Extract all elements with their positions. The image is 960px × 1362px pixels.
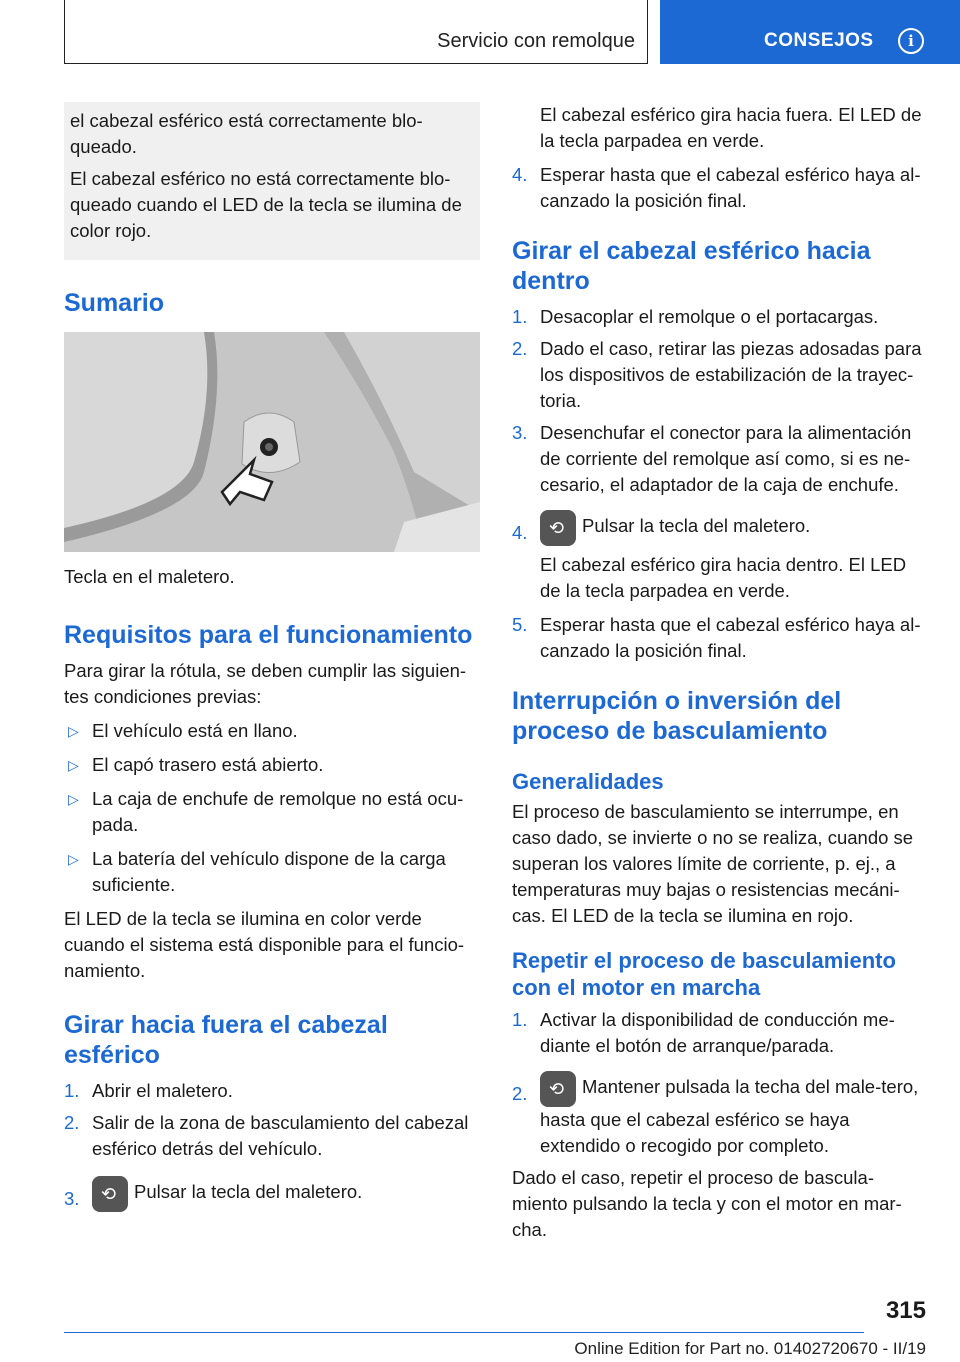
list-item: ▷ La caja de enchufe de remolque no está ocu-pada.	[68, 788, 464, 835]
step-item: 2. ⟲ Mantener pulsada la techa del male-tero, hasta que el cabezal esférico se haya extendido o recogido por completo.	[512, 1071, 928, 1159]
trunk-button-photo	[64, 332, 480, 552]
right-column	[512, 102, 928, 1251]
repetir-after-text: Dado el caso, repetir el proceso de bascula-miento pulsando la tecla y con el motor en mar-cha.	[512, 1167, 902, 1240]
continued-text: El cabezal esférico gira hacia fuera. El LED de la tecla parpadea en verde.	[540, 104, 922, 151]
list-item: ▷ La batería del vehículo dispone de la carga suficiente.	[68, 848, 446, 895]
generalidades-text: El proceso de basculamiento se interrumpe, en caso dado, se invierte o no se realiza, cuando se superan los valores límite de corriente, p. ej., a temperaturas muy bajas o resistencias mecáni-cas. El LED de la tecla se ilumina en rojo.	[512, 801, 914, 926]
step-result: El cabezal esférico gira hacia dentro. El LED de la tecla parpadea en verde.	[540, 554, 907, 601]
header-tab[interactable]	[660, 0, 960, 64]
list-item: ▷ El vehículo está en llano.	[64, 718, 480, 744]
triangle-bullet-icon: ▷	[68, 757, 79, 773]
header-tab-label: CONSEJOS	[764, 30, 874, 51]
heading-generalidades: Generalidades	[512, 769, 664, 794]
heading-interrupcion: Interrupción o inversión del proceso de basculamiento	[512, 687, 842, 745]
triangle-bullet-icon: ▷	[68, 851, 79, 867]
edition-text: Online Edition for Part no. 01402720670 - II/19	[574, 1339, 926, 1358]
note-paragraph: El cabezal esférico no está correctamente blo-queado cuando el LED de la tecla se ilumina de color rojo.	[70, 168, 462, 241]
step-item: 1. Activar la disponibilidad de conducción me-diante el botón de arranque/parada.	[512, 1009, 895, 1056]
note-box	[64, 102, 480, 260]
page-number: 315	[885, 1297, 926, 1324]
heading-requisitos: Requisitos para el funcionamiento	[64, 621, 473, 649]
step-item: 4. ⟲ Pulsar la tecla del maletero.	[512, 510, 928, 546]
triangle-bullet-icon: ▷	[68, 791, 79, 807]
trunk-button-icon	[540, 510, 576, 546]
step-item: 1. Abrir el maletero.	[64, 1080, 233, 1101]
footer-divider	[64, 1332, 864, 1333]
triangle-bullet-icon: ▷	[68, 723, 79, 739]
info-icon: i	[898, 28, 924, 54]
left-column	[64, 102, 480, 1218]
step-item: 3. ⟲ Pulsar la tecla del maletero.	[64, 1176, 480, 1212]
step-item: 2. Dado el caso, retirar las piezas adosadas para los dispositivos de estabilización de la trayec-toria.	[512, 338, 922, 411]
list-item: ▷ El capó trasero está abierto.	[64, 752, 480, 778]
heading-sumario: Sumario	[64, 289, 165, 317]
heading-girar-fuera: Girar hacia fuera el cabezal esférico	[64, 1011, 388, 1069]
trunk-button-icon	[92, 1176, 128, 1212]
req-intro: Para girar la rótula, se deben cumplir las siguien-tes condiciones previas:	[64, 660, 467, 707]
image-caption: Tecla en el maletero.	[64, 566, 235, 587]
step-item: 3. Desenchufar el conector para la alimentación de corriente del remolque así como, si es ne-cesario, el adaptador de la caja de enchufe.	[512, 422, 912, 495]
step-item: 4. Esperar hasta que el cabezal esférico haya al-canzado la posición final.	[512, 164, 921, 211]
trunk-button-icon	[540, 1071, 576, 1107]
note-paragraph: el cabezal esférico está correctamente blo-queado.	[70, 110, 423, 157]
step-item: 1. Desacoplar el remolque o el portacargas.	[512, 306, 879, 327]
req-led-text: El LED de la tecla se ilumina en color verde cuando el sistema está disponible para el funcio-namiento.	[64, 908, 465, 981]
step-item: 5. Esperar hasta que el cabezal esférico haya al-canzado la posición final.	[512, 614, 921, 661]
heading-repetir: Repetir el proceso de basculamiento con el motor en marcha	[512, 948, 896, 1000]
header-section-box	[64, 0, 648, 64]
header-section-title: Servicio con remolque	[437, 30, 635, 52]
heading-girar-dentro: Girar el cabezal esférico hacia dentro	[512, 237, 871, 295]
step-item: 2. Salir de la zona de basculamiento del cabezal esférico detrás del vehículo.	[64, 1112, 469, 1159]
